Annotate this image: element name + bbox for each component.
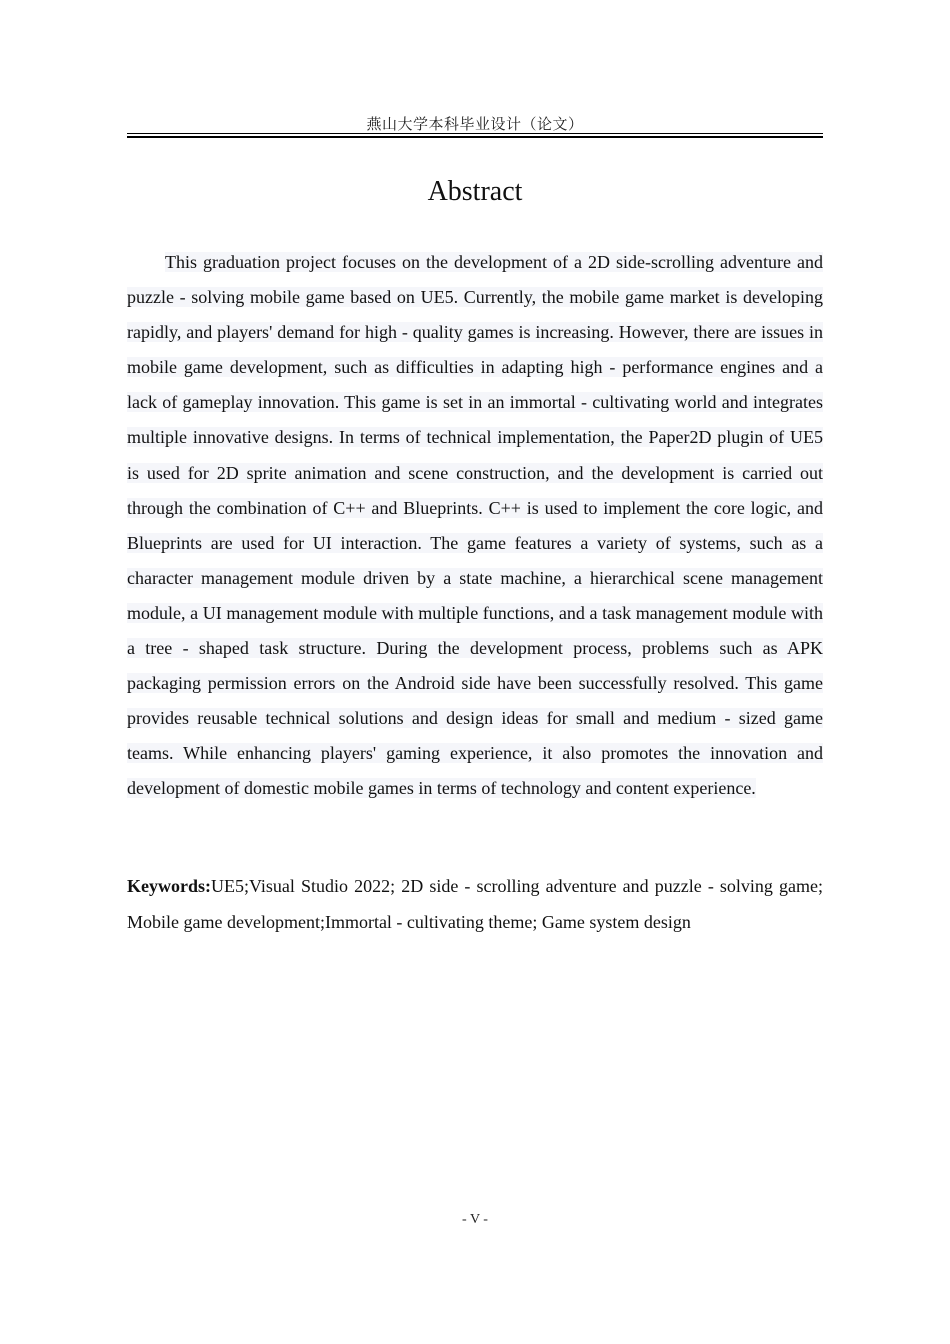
keywords-label: Keywords: [127, 876, 211, 896]
header-double-rule [127, 133, 823, 138]
running-header: 燕山大学本科毕业设计（论文） [366, 115, 584, 133]
page-number: - V - [462, 1212, 488, 1227]
abstract-title: Abstract [427, 176, 523, 207]
abstract-text: This graduation project focuses on the development of a 2D side-scrolling adventure and puzzle - solving mobile game based on UE5. Currently, the mobile game market is developing rapidly, and players' demand for high - quality games is increasing. However, there are issues in mobile game development, such as difficulties in adapting high - performance engines and a lack of gameplay innovation. This game is set in an immortal - cultivating world and integrates multiple innovative designs. In terms of technical implementation, the Paper2D plugin of UE5 is used for 2D sprite animation and scene construction, and the development is carried out through the combination of C++ and Blueprints. C++ is used to implement the core logic, and Blueprints are used for UI interaction. The game features a variety of systems, such as a character management module driven by a state machine, a hierarchical scene management module, a UI management module with multiple functions, and a task management module with a tree - shaped task structure. During the development process, problems such as APK packaging permission errors on the Android side have been successfully resolved. This game provides reusable technical solutions and design ideas for small and medium - sized game teams. While enhancing players' gaming experience, it also promotes the innovation and development of domestic mobile games in terms of technology and content experience. [127, 252, 823, 799]
keywords-paragraph [127, 869, 823, 940]
abstract-paragraph [127, 245, 823, 807]
keywords-text: UE5;Visual Studio 2022; 2D side - scrolling adventure and puzzle - solving game; Mobile game development;Immortal - cultivating theme; Game system design [127, 876, 823, 932]
